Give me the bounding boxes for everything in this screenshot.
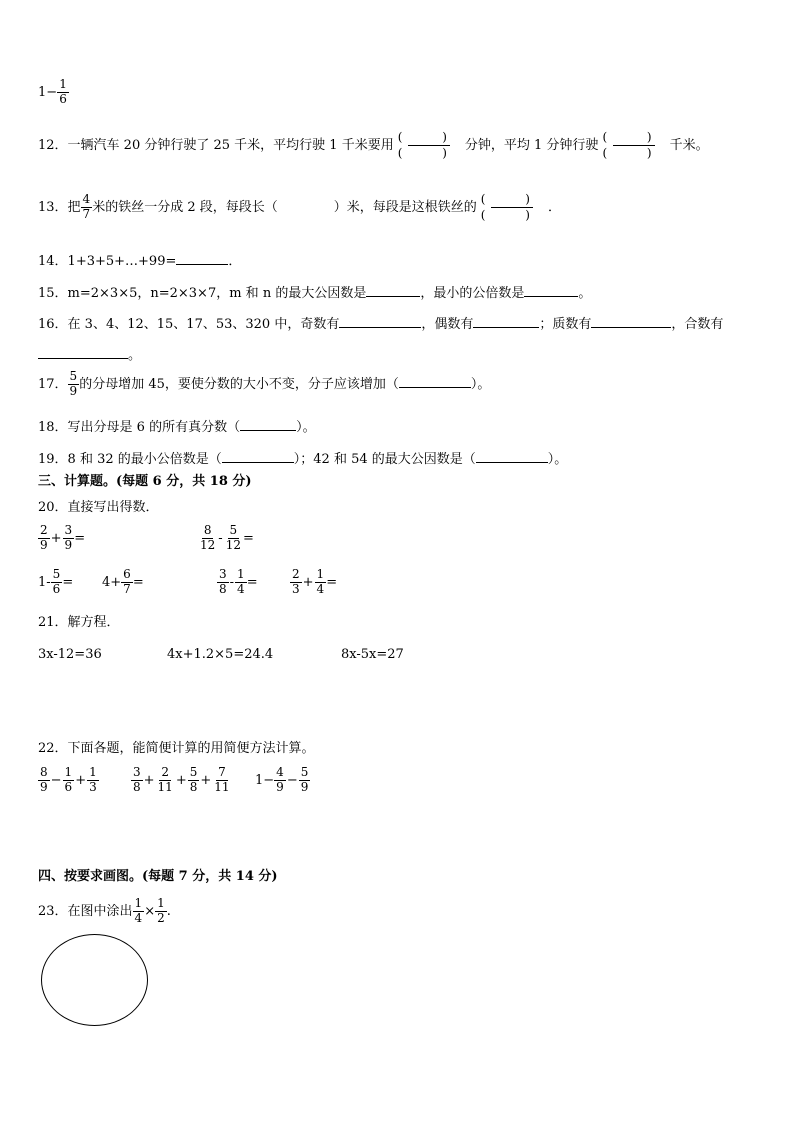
fraction	[212, 766, 231, 795]
question-16	[38, 315, 723, 331]
q19-blank-1[interactable]	[222, 450, 294, 463]
frac-num: 5	[189, 765, 198, 779]
q17-text: 的分母增加 45，要使分数的大小不变，分子应该增加（	[79, 376, 399, 392]
q21-title: 21．解方程．	[38, 615, 120, 630]
section-3-heading: 三、计算题。(每题 6 分，共 18 分)	[38, 474, 252, 489]
fraction	[290, 568, 302, 597]
frac-den: 2	[157, 910, 165, 925]
frac-den: 9	[40, 537, 48, 552]
operator: -	[229, 574, 235, 590]
frac-den: 9	[300, 779, 309, 794]
q21-equation-3: 8x-5x=27	[341, 647, 404, 662]
question-12	[38, 130, 709, 161]
operator: +	[175, 772, 187, 788]
q17-blank[interactable]	[399, 375, 471, 388]
q18-end: ）。	[296, 420, 316, 435]
frac-num: 8	[203, 523, 212, 537]
fraction	[188, 766, 200, 795]
fraction	[217, 568, 229, 597]
q14-text: 14．1+3+5+…+99=	[38, 254, 177, 269]
question-19	[38, 450, 567, 466]
equals: =	[62, 574, 74, 590]
q13-text-3: ．	[547, 200, 561, 215]
q16-text: 16．在 3、4、12、15、17、53、320 中，奇数有	[38, 317, 340, 332]
frac-den: 3	[292, 581, 300, 596]
frac-num: 5	[52, 567, 61, 581]
equals: =	[132, 574, 144, 590]
q19-text: 19．8 和 32 的最小公倍数是（	[38, 452, 222, 467]
frac-num: 1	[64, 765, 73, 779]
q12-text-3: 千米。	[669, 138, 709, 153]
operator: +	[50, 530, 62, 546]
frac-num: 1	[237, 567, 245, 581]
fraction	[235, 568, 247, 597]
q11-frac-den: 6	[59, 91, 67, 106]
fraction	[299, 766, 311, 795]
question-14	[38, 252, 241, 268]
q18-text: 18．写出分母是 6 的所有真分数（	[38, 420, 241, 435]
frac-den: 6	[52, 581, 61, 596]
frac-den: 7	[82, 207, 91, 221]
frac-den: 8	[133, 779, 141, 794]
paren-bottom: ( )	[602, 146, 670, 160]
frac-num: 4	[82, 192, 91, 207]
equals: =	[242, 530, 254, 546]
q18-blank[interactable]	[240, 418, 296, 431]
q20-expr-4	[102, 568, 144, 597]
q13-text-1: 米的铁丝一分成 2 段，每段长（	[92, 200, 278, 215]
operator: +	[302, 574, 314, 590]
whole-part: 1−	[255, 772, 275, 788]
q22-title: 22．下面各题，能简便计算的用简便方法计算。	[38, 741, 315, 756]
question-15	[38, 284, 591, 300]
q20-expr-5	[217, 568, 258, 597]
q13-number: 13．把	[38, 200, 81, 215]
equals: =	[74, 530, 86, 546]
q12-text-1: 一辆汽车 20 分钟行驶了 25 千米，平均行驶 1 千米要用	[67, 138, 394, 153]
q16-end: 。	[128, 348, 142, 363]
q12-text-2: 分钟，平均 1 分钟行驶	[464, 138, 599, 153]
q22-expr-3	[255, 766, 310, 795]
q12-answer-fraction-1	[394, 130, 465, 161]
frac-num: 1	[316, 567, 325, 581]
q11-frac-num: 1	[59, 77, 67, 91]
q17-number: 17．	[38, 376, 68, 392]
paren-top: ( )	[480, 192, 548, 206]
q13-fraction	[81, 193, 93, 222]
operator: +	[200, 772, 212, 788]
q13-answer-fraction	[477, 192, 548, 223]
fraction	[155, 897, 167, 926]
question-17	[38, 370, 490, 399]
frac-den: 11	[157, 779, 173, 794]
q16-blank-prime[interactable]	[591, 315, 671, 328]
q22-expr-1	[38, 766, 99, 795]
frac-den: 4	[237, 581, 245, 596]
frac-num: 6	[123, 567, 131, 581]
frac-num: 1	[134, 896, 143, 910]
fraction	[198, 524, 217, 553]
operator: −	[50, 772, 62, 788]
question-23	[38, 897, 171, 926]
frac-den: 4	[134, 910, 143, 925]
frac-num: 1	[89, 765, 97, 779]
q16-blank-even[interactable]	[473, 315, 539, 328]
fraction	[274, 766, 286, 795]
q19-mid: ）；42 和 54 的最大公因数是（	[293, 452, 476, 467]
equals: =	[326, 574, 338, 590]
paren-bottom: ( )	[397, 146, 465, 160]
fraction	[133, 897, 145, 926]
frac-den: 3	[89, 779, 97, 794]
frac-den: 8	[189, 779, 198, 794]
fraction	[38, 524, 50, 553]
frac-num: 2	[292, 567, 300, 581]
q15-end: 。	[578, 286, 592, 301]
frac-num: 7	[218, 765, 226, 779]
operator: +	[143, 772, 155, 788]
frac-den: 9	[40, 779, 48, 794]
paren-top: ( )	[397, 130, 465, 144]
q11-whole: 1	[38, 84, 47, 100]
frac-num: 1	[157, 896, 165, 910]
frac-den: 4	[316, 581, 325, 596]
q13-text-2: ）米，每段是这根铁丝的	[333, 200, 477, 215]
q20-expr-6	[290, 568, 337, 597]
fraction	[224, 524, 243, 553]
frac-num: 5	[229, 523, 238, 537]
q20-expr-3	[38, 568, 73, 597]
q23-circle-drawing-area[interactable]	[41, 934, 148, 1026]
q16-blank-composite[interactable]	[38, 346, 128, 359]
q15-blank-2[interactable]	[524, 284, 578, 297]
frac-den: 7	[123, 581, 131, 596]
q12-number: 12．	[38, 138, 68, 153]
fraction	[121, 568, 133, 597]
fraction	[63, 524, 75, 553]
q17-fraction	[68, 370, 80, 399]
q20-title: 20．直接写出得数．	[38, 500, 159, 515]
frac-den: 12	[225, 537, 241, 552]
frac-den: 11	[214, 779, 230, 794]
q16-text-4: ，合数有	[671, 317, 724, 332]
frac-num: 2	[161, 765, 169, 779]
fraction	[51, 568, 63, 597]
q11-expression	[38, 78, 69, 107]
operator: ×	[144, 903, 156, 919]
q20-expr-1	[38, 524, 85, 553]
frac-den: 9	[276, 779, 284, 794]
fraction	[156, 766, 175, 795]
q19-blank-2[interactable]	[476, 450, 548, 463]
fraction	[63, 766, 75, 795]
question-18	[38, 418, 316, 434]
q23-text: 23．在图中涂出	[38, 903, 133, 919]
equals: =	[246, 574, 258, 590]
whole-part: 4+	[102, 574, 122, 590]
frac-num: 3	[219, 567, 227, 581]
q23-end: .	[166, 903, 171, 919]
fraction	[38, 766, 50, 795]
frac-num: 2	[40, 523, 48, 537]
whole-part: 1-	[38, 574, 51, 590]
fraction	[87, 766, 99, 795]
q21-equation-2: 4x+1.2×5=24.4	[167, 647, 274, 662]
frac-den: 9	[69, 383, 78, 398]
q11-op: −	[46, 84, 58, 100]
frac-den: 8	[219, 581, 227, 596]
q20-expr-2	[198, 524, 254, 553]
frac-num: 5	[300, 765, 309, 779]
section-4-heading: 四、按要求画图。(每题 7 分，共 14 分)	[38, 869, 278, 884]
q15-mid: ，最小的公倍数是	[420, 286, 525, 301]
q16-text-2: ，偶数有	[421, 317, 474, 332]
operator: +	[75, 772, 87, 788]
operator: -	[218, 530, 223, 546]
frac-den: 9	[64, 537, 73, 552]
q16-blank-odd[interactable]	[339, 315, 421, 328]
frac-num: 3	[64, 523, 73, 537]
frac-num: 5	[69, 369, 78, 383]
q21-equation-1: 3x-12=36	[38, 647, 102, 662]
paren-bottom: ( )	[480, 208, 548, 222]
q15-blank-1[interactable]	[366, 284, 420, 297]
frac-den: 6	[64, 779, 73, 794]
q12-answer-fraction-2	[598, 130, 669, 161]
frac-num: 3	[133, 765, 141, 779]
q16-text-3: ；质数有	[539, 317, 592, 332]
q14-blank[interactable]	[176, 252, 228, 265]
q15-text: 15．m=2×3×5，n=2×3×7，m 和 n 的最大公因数是	[38, 286, 367, 301]
question-16-cont	[38, 346, 141, 362]
fraction	[131, 766, 143, 795]
q22-expr-2	[131, 766, 232, 795]
q17-end: ）。	[470, 376, 491, 392]
frac-num: 4	[276, 765, 284, 779]
paren-top: ( )	[602, 130, 670, 144]
q11-fraction	[57, 78, 69, 107]
fraction	[315, 568, 327, 597]
frac-num: 8	[40, 765, 48, 779]
q14-end: ．	[228, 254, 242, 269]
q19-end: ）。	[547, 452, 568, 467]
frac-den: 12	[200, 537, 216, 552]
question-13	[38, 192, 561, 223]
operator: −	[286, 772, 298, 788]
